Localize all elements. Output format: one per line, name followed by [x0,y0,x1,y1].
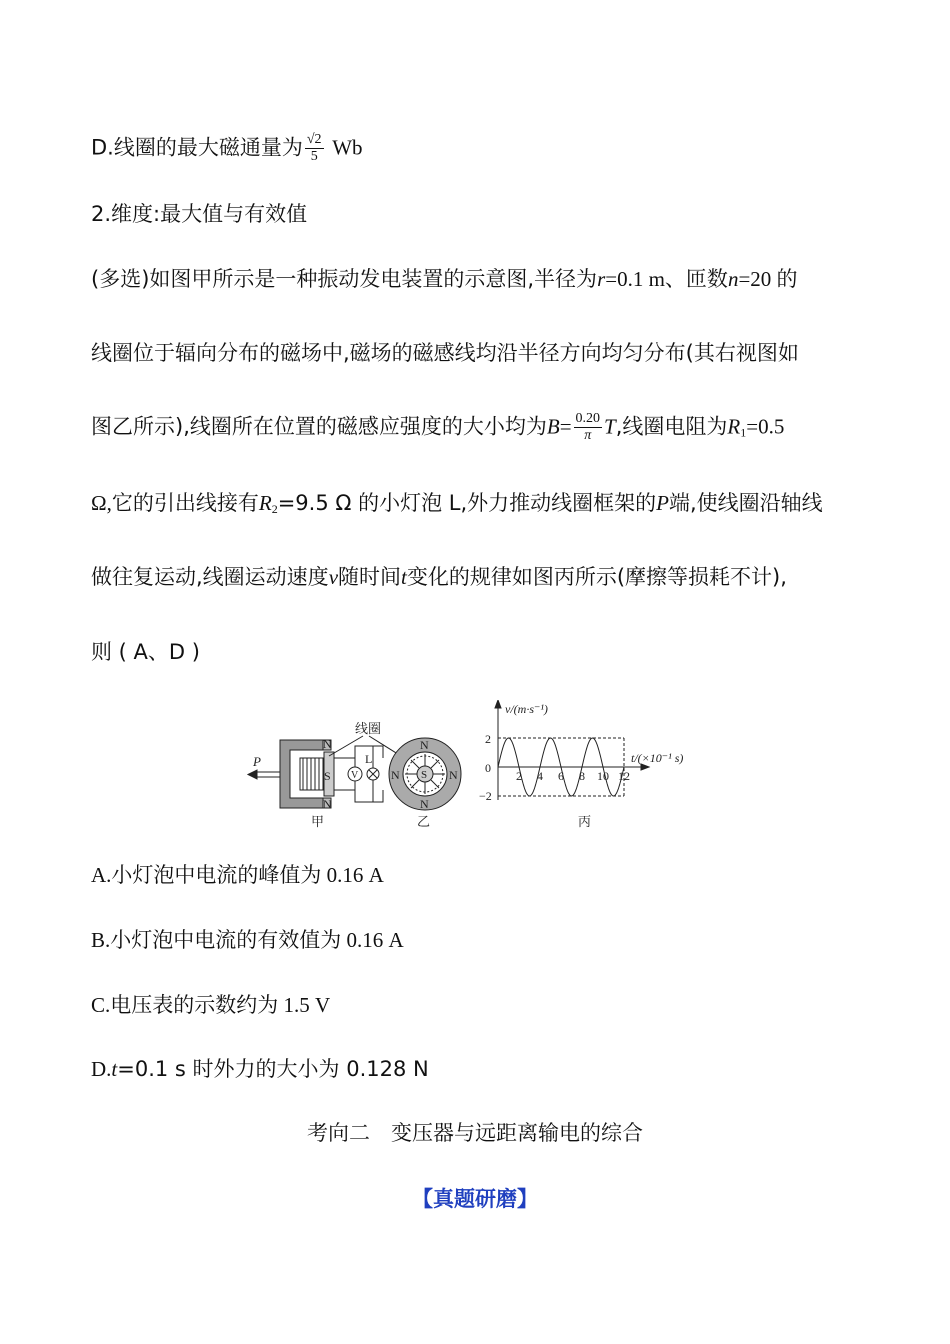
svg-text:L: L [365,752,373,766]
subsection-title: 考向二 变压器与远距离输电的综合 [307,1121,643,1145]
x-tick-label: 12 [618,769,630,783]
svg-text:N: N [391,768,400,782]
x-tick-label: 6 [558,769,564,783]
problem-line-3: 图乙所示),线圈所在位置的磁感应强度的大小均为B= $\frac{0.20}{\pi}$ T,线圈电阻为$R_1=0.5$ [91,411,785,443]
option-d: D.t=0.1 s 时外力的大小为 0.128 N [91,1057,429,1081]
x-tick-label: 4 [537,769,543,783]
arrow-icon [248,770,257,779]
svg-text:乙: 乙 [417,814,431,829]
svg-text:N: N [420,738,429,752]
figure-bing-chart [479,700,683,829]
label-p: P [253,754,261,769]
fraction: $\frac{0.20}{\pi}$ [575,411,601,443]
fraction: $\frac{√2}{5}$ [306,132,322,164]
y-axis-arrow-icon [495,700,501,708]
x-axis-label: t/(×10⁻¹ s) [631,751,684,765]
problem-line-5: 做往复运动,线圈运动速度v随时间t变化的规律如图丙所示(摩擦等损耗不计), [91,565,787,589]
svg-text:S: S [324,769,331,783]
figure-yi [389,738,461,829]
option-c: C.电压表的示数约为 1.5 V [91,993,331,1017]
answer-line: 则 ( A、D ) [91,640,200,664]
problem-line-4: Ω,它的引出线接有$R_2=9.5$ Ω 的小灯泡 L,外力推动线圈框架的P端,使线圈沿轴线 [91,491,823,516]
coil [300,758,326,790]
option-b: B.小灯泡中电流的有效值为 0.16 A [91,928,404,952]
y-tick-label: −2 [479,789,492,803]
problem-line-2: 线圈位于辐向分布的磁场中,磁场的磁感线均沿半径方向均匀分布(其右视图如 [91,341,799,365]
y-tick-label: 0 [485,761,491,775]
svg-text:N: N [449,768,458,782]
x-tick-label: 8 [579,769,585,783]
svg-text:V: V [351,770,359,781]
prev-option-d: D.线圈的最大磁通量为 $\frac{√2}{5}$ Wb [91,132,363,164]
x-tick-label: 10 [597,769,609,783]
coil-label: 线圈 [355,721,382,736]
svg-text:N: N [420,797,429,811]
figure-apparatus [245,700,705,835]
option-a: A.小灯泡中电流的峰值为 0.16 A [91,863,384,887]
svg-text:甲: 甲 [311,814,325,829]
section-heading: 2.维度:最大值与有效值 [91,202,308,226]
problem-line-1: (多选)如图甲所示是一种振动发电装置的示意图,半径为r=0.1 m、匝数n=20 的 [91,267,798,291]
section-badge: 【真题研磨】 [412,1187,538,1211]
svg-text:N: N [323,797,332,811]
y-tick-label: 2 [485,732,491,746]
svg-text:S: S [421,769,428,781]
y-axis-label: v/(m·s⁻¹) [505,702,548,716]
x-tick-label: 2 [516,769,522,783]
svg-text:丙: 丙 [578,814,592,829]
svg-text:N: N [323,737,332,751]
